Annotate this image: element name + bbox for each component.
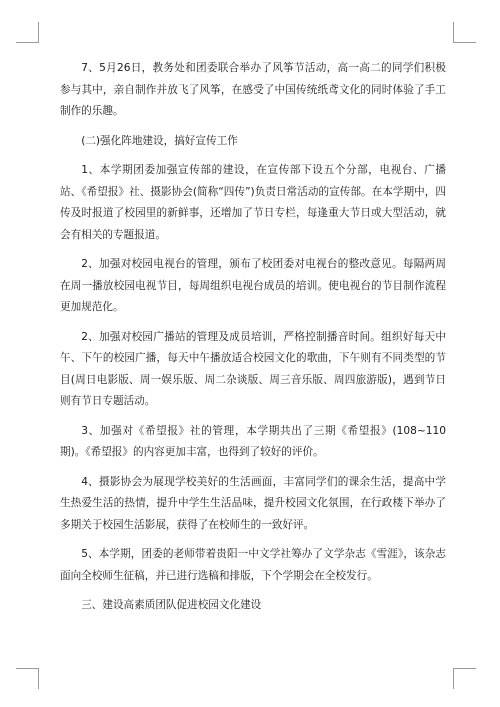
crop-mark-top-left xyxy=(16,22,39,43)
paragraph-literary-magazine: 5、本学期，团委的老师带着贵阳一中文学社筹办了文学杂志《雪涯》，该杂志面向全校师生征稿，并已进行选稿和排版，下个学期会在全校发行。 xyxy=(60,548,446,582)
document-body xyxy=(60,58,446,625)
crop-mark-top-right xyxy=(453,22,476,43)
paragraph-tv-station: 2、加强对校园电视台的管理，颁布了校团委对电视台的整改意见。每隔两周在周一播放校园电视节目，每周组织电视台成员的培训。使电视台的节目制作流程更加规范化。 xyxy=(60,258,446,313)
paragraph-photography-club: 4、摄影协会为展现学校美好的生活画面，丰富同学们的课余生活，提高中学生热爱生活的热情，提升中学生生活品味，提升校园文化氛围，在行政楼下举办了多期关于校园生活影展，获得了在校师生的一致好评。 xyxy=(60,475,446,531)
paragraph-publicity-department: 1、本学期团委加强宣传部的建设，在宣传部下设五个分部，电视台、广播站、《希望报》社、摄影协会(简称“四传”)负责日常活动的宣传部。在本学期中，四传及时报道了校园里的新鲜事，还增加了节日专栏，每逢重大节日或大型活动，就会有相关的专题报道。 xyxy=(60,164,446,241)
paragraph-radio-station: 2、加强对校园广播站的管理及成员培训，严格控制播音时间。组织好每天中午、下午的校园广播，每天中午播放适合校园文化的歌曲，下午则有不同类型的节目(周日电影版、周一娱乐版、周二杂谈版、周三音乐版、周四旅游版)，遇到节日则有节日专题活动。 xyxy=(60,330,446,407)
section-heading-team-building: 三、建设高素质团队促进校园文化建设 xyxy=(81,599,262,611)
crop-mark-bottom-right xyxy=(453,668,476,689)
crop-mark-bottom-left xyxy=(16,668,39,689)
paragraph-hope-newspaper: 3、加强对《希望报》社的管理，本学期共出了三期《希望报》(108~110期)。《希望报》的内容更加丰富，也得到了较好的评价。 xyxy=(60,424,446,458)
section-heading-publicity: (二)强化阵地建设，搞好宣传工作 xyxy=(81,134,238,147)
paragraph-kite-festival: 7、5月26日，教务处和团委联合举办了风筝节活动，高一高二的同学们积极参与其中，亲自制作并放飞了风筝，在感受了中国传统纸鸢文化的同时体验了手工制作的乐趣。 xyxy=(60,62,446,117)
